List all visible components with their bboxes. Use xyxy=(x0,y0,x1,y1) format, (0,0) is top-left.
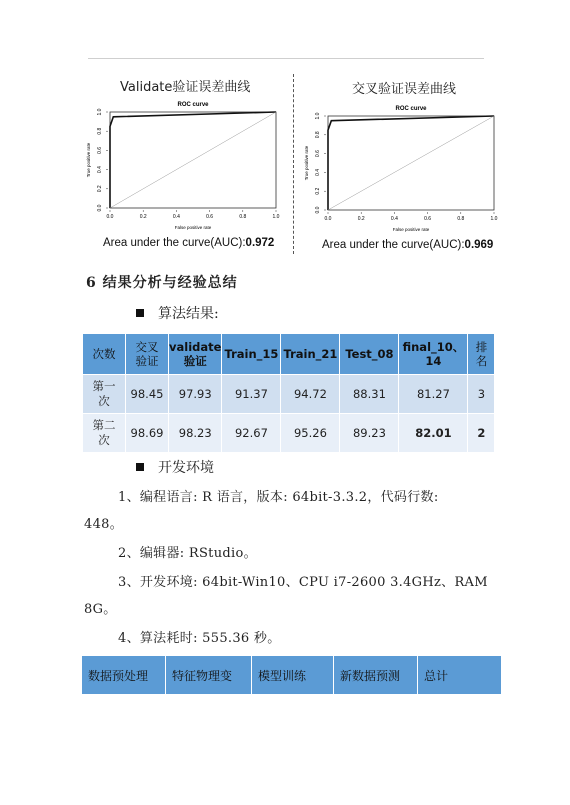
header-cell: Test_08 xyxy=(340,334,399,375)
paragraph-line: 448。 xyxy=(84,517,124,532)
table-row xyxy=(83,414,495,453)
left-auc-text xyxy=(103,237,274,249)
table-cell: 第一 次 xyxy=(83,375,126,414)
plot-title: ROC curve xyxy=(177,102,209,108)
table-cell: 98.69 xyxy=(126,414,169,453)
plot-title: ROC curve xyxy=(395,106,427,112)
x-tick-label: 0.0 xyxy=(106,214,114,220)
y-tick-label: 0.6 xyxy=(315,150,321,158)
table-cell: 92.67 xyxy=(222,414,281,453)
results-table xyxy=(82,333,495,453)
square-bullet-icon xyxy=(136,309,144,317)
results-bullet-text: 算法结果: xyxy=(158,306,219,322)
x-tick-label: 0.6 xyxy=(206,214,214,220)
table-cell: 88.31 xyxy=(340,375,399,414)
y-axis-label: True positive rate xyxy=(304,145,309,181)
paragraph-line: 4、算法耗时: 555.36 秒。 xyxy=(118,631,281,646)
y-tick-label: 0.4 xyxy=(97,166,103,174)
steps-row xyxy=(82,656,502,694)
timing-steps-table xyxy=(82,656,502,694)
table-cell: 98.45 xyxy=(126,375,169,414)
section-heading: 6 结果分析与经验总结 xyxy=(86,275,238,291)
step-cell: 数据预处理 xyxy=(82,656,166,694)
x-tick-label: 0.8 xyxy=(239,214,247,220)
y-tick-label: 0.0 xyxy=(97,204,103,212)
step-cell: 总计 xyxy=(418,656,502,694)
header-cell: final_10、 14 xyxy=(399,334,468,375)
y-tick-label: 0.2 xyxy=(315,187,321,195)
x-tick-label: 1.0 xyxy=(272,214,280,220)
right-auc-text xyxy=(322,239,493,251)
x-tick-label: 0.2 xyxy=(139,214,147,220)
results-bullet xyxy=(136,303,219,323)
env-bullet-text: 开发环境 xyxy=(158,460,214,476)
table-cell: 81.27 xyxy=(399,375,468,414)
left-chart-title: Validate验证误差曲线 xyxy=(120,80,251,95)
header-cell: 排 名 xyxy=(468,334,495,375)
x-tick-label: 1.0 xyxy=(490,216,498,222)
header-cell: Train_21 xyxy=(281,334,340,375)
y-tick-label: 0.0 xyxy=(315,206,321,214)
right-auc-prefix: Area under the curve(AUC): xyxy=(322,239,465,251)
y-tick-label: 0.4 xyxy=(315,168,321,176)
x-tick-label: 0.0 xyxy=(324,216,332,222)
table-cell: 98.23 xyxy=(169,414,222,453)
step-cell: 新数据预测 xyxy=(334,656,418,694)
y-tick-label: 1.0 xyxy=(315,112,321,120)
paragraph-line: 3、开发环境: 64bit-Win10、CPU i7-2600 3.4GHz、RAM xyxy=(118,575,488,590)
header-cell: 交叉 验证 xyxy=(126,334,169,375)
diagonal-reference-line xyxy=(110,112,276,208)
x-tick-label: 0.4 xyxy=(390,216,398,222)
env-bullet xyxy=(136,457,214,477)
y-tick-label: 0.6 xyxy=(97,146,103,154)
header-cell: Train_15 xyxy=(222,334,281,375)
diagonal-reference-line xyxy=(328,116,494,210)
left-roc-plot xyxy=(84,94,284,232)
left-auc-value: 0.972 xyxy=(245,237,275,249)
top-rule xyxy=(88,58,484,59)
table-cell: 89.23 xyxy=(340,414,399,453)
paragraph-line: 1、编程语言: R 语言，版本: 64bit-3.3.2，代码行数: xyxy=(118,490,439,505)
table-cell: 94.72 xyxy=(281,375,340,414)
right-chart-title: 交叉验证误差曲线 xyxy=(352,82,457,97)
y-tick-label: 0.8 xyxy=(315,131,321,139)
step-cell: 特征物理变 xyxy=(166,656,252,694)
x-tick-label: 0.8 xyxy=(457,216,465,222)
x-axis-label: False positive rate xyxy=(174,225,212,230)
table-row xyxy=(83,375,495,414)
right-roc-plot xyxy=(302,98,502,234)
x-tick-label: 0.2 xyxy=(357,216,365,222)
header-cell: validate 验证 xyxy=(169,334,222,375)
table-cell: 82.01 xyxy=(399,414,468,453)
step-cell: 模型训练 xyxy=(252,656,334,694)
table-cell: 3 xyxy=(468,375,495,414)
chart-divider xyxy=(293,74,294,254)
table-cell: 97.93 xyxy=(169,375,222,414)
x-tick-label: 0.6 xyxy=(424,216,432,222)
table-cell: 2 xyxy=(468,414,495,453)
right-auc-value: 0.969 xyxy=(464,239,494,251)
y-tick-label: 0.2 xyxy=(97,185,103,193)
table-cell: 第二 次 xyxy=(83,414,126,453)
y-axis-label: True positive rate xyxy=(86,142,91,178)
left-auc-prefix: Area under the curve(AUC): xyxy=(103,237,246,249)
results-header-row xyxy=(83,334,495,375)
paragraph-line: 8G。 xyxy=(84,602,117,617)
y-tick-label: 1.0 xyxy=(97,108,103,116)
header-cell: 次数 xyxy=(83,334,126,375)
y-tick-label: 0.8 xyxy=(97,127,103,135)
paragraph-line: 2、编辑器: RStudio。 xyxy=(118,546,257,561)
table-cell: 91.37 xyxy=(222,375,281,414)
x-axis-label: False positive rate xyxy=(392,227,430,232)
x-tick-label: 0.4 xyxy=(172,214,180,220)
table-cell: 95.26 xyxy=(281,414,340,453)
square-bullet-icon xyxy=(136,463,144,471)
